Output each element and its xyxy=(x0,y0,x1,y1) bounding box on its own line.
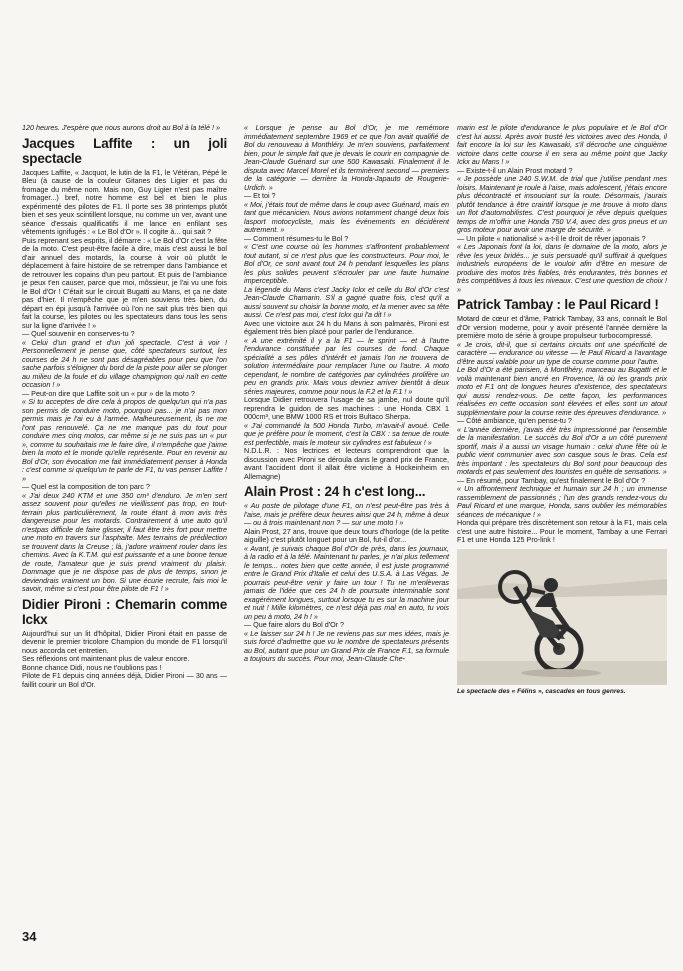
question: — En résumé, pour Tambay, qu'est finalement le Bol d'Or ? xyxy=(457,475,646,485)
column-2 xyxy=(244,124,449,664)
photo-caption: Le spectacle des « Félins », cascades en tous genres. xyxy=(457,687,626,695)
question: — Quel est la composition de ton parc ? xyxy=(22,482,150,491)
paragraph: Avec une victoire aux 24 h du Mans à son palmarès, Pironi est également très bien placé pour parler de l'endurance. xyxy=(244,318,449,336)
paragraph: Puis reprenant ses esprits, il démarre : « Le Bol d'Or c'est la fête de la moto. C'est peut-être facile à dire, mais c'est aussi le bol d'air annuel des motards, la course à voir où plutôt le déplacement à faire histoire de se retremper dans l'ambiance et de retrouver les copains d'un peu partout. Et puis de l'ambiance je peux t'en causer, parce que moi, môssieur, je l'ai vu une fois le Bol d'Or ! C'était sur le circuit Bugatti au Mans, et ça ne date pas d'hier. Il n'empêche que je m'en souviens très bien, du départ en épi jusqu'à l'arrivée où l'on ne sait plus très bien qui fait la course, les pilotes ou les spectateurs dans tous les sens sur la ligne d'arrivée ! » xyxy=(22,235,227,330)
question: — Quel souvenir en conserves-tu ? xyxy=(22,329,135,338)
paragraph: Honda qui prépare très discrètement son retour à la F1, mais cela c'est une autre histoire... Pour le moment, Tambay a une Ferrari F1 et une Honda 125 Pro-link ! xyxy=(457,518,667,544)
column-1 xyxy=(22,124,227,689)
question: — Que faire alors du Bol d'Or ? xyxy=(244,620,345,629)
heading-prost: Alain Prost : 24 h c'est long... xyxy=(244,484,426,499)
paragraph: Pilote de F1 depuis cinq années déjà, Didier Pironi — 30 ans — faillit courir un Bol d'Or. xyxy=(22,671,227,689)
col1-intro: 120 heures. J'espère que nous aurons droit au Bol à la télé ! » xyxy=(22,123,220,132)
paragraph: Bonne chance Didi, nous ne t'oublions pas ! xyxy=(22,662,162,672)
motorcycle-stunt-photo xyxy=(457,549,667,685)
paragraph: marin est le pilote d'endurance le plus populaire et le Bol d'Or c'est lui aussi. Après avoir trusté les victoires avec des Honda, il fait encore la loi sur les Kawasaki, s'il décroche une cinquième victoire dans cette course il en sera au même point que Jacky Ickx au Mans ! » xyxy=(457,123,667,166)
column-3 xyxy=(457,124,667,696)
paragraph: « Au poste de pilotage d'une F1, on n'est peut-être pas très à l'aise, mais je préfère deux heures ainsi que 24 h, même à deux — ou à trois maintenant non ? — sur une moto ! » xyxy=(244,501,449,527)
paragraph: Jacques Laffite, « Jacquot, le lutin de la F1, le Vétéran, Pépé le Bleu (à cause de la couleur Gitanes des Ligier et pas du fromage du même nom. Mais non, Guy Ligier n'est pas maître fromager...) bref, notre homme est bel et bien le plus expérimenté des pilotes de F1. Il porte ses 38 printemps plutôt bien et ses yeux scintillent lorsque, nu comme un ver, avant une séance d'essais qualificatifs il me lance en enfilant ses vêtements ignifugés : « Le Bol d'Or ». Il cogite à... qui sait ? xyxy=(22,167,227,236)
page-number: 34 xyxy=(22,929,37,944)
question: — Et toi ? xyxy=(244,191,276,200)
question: — Un pilote « nationalisé » a-t-il le droit de rêver japonais ? xyxy=(457,233,646,243)
question: — Comment résumes-tu le Bol ? xyxy=(244,233,349,243)
paragraph: Le Bol d'Or a été parisien, à Montlhéry, manceau au Bugatti et le voilà maintenant bien ancré en Provence, là où les grands prix moto et F.1 ont de longues heures d'existence, des spectateurs qui aussi rendez-vous. De cette façon, les performances réalisées en cette occasion sont élevées et elles sont un atout supplémentaire pour la course reine des épreuves d'endurance. » xyxy=(457,365,667,417)
paragraph: Motard de cœur et d'âme, Patrick Tambay, 33 ans, connaît le Bol d'Or version moderne, pour y avoir présenté l'année dernière la première moto de série à groupe propulseur turbocompressé. xyxy=(457,314,667,340)
paragraph: Lorsque Didier retrouvera l'usage de sa jambe, nul doute qu'il reprendra le guidon de ses machines : une Honda CBX 1 000cm³, une BMW 1000 RS et trois Bultaco Sherpa. xyxy=(244,395,449,421)
paragraph: « Si tu acceptes de dire cela à propos de quelqu'un qui n'a pas son permis de conduire moto, pourquoi pas... je n'ai pas mon permis mais je l'ai eu à l'armée. Malheureusement, ils ne me l'ont pas renouvelé. Ça ne me manque pas du tout pour conduire mes cinq motos, car même si je ne suis pas un « pur », comme tu souhaitais me le faire dire, il n'empêche que j'aime bien la moto et le monde qu'elle représente. Pour en revenir au Bol d'Or, son évocation me fait immédiatement penser à Honda : c'est comme si quelqu'un te parle de F1, tu vas penser Laffite ! » xyxy=(22,397,227,483)
paragraph: « Je possède une 240 S.W.M. de trial que j'utilise pendant mes loisirs. Maintenant je roule à l'aise, mais adolescent, j'étais encore plus décontracté et insouciant sur la route. Désormais, j'aurais plutôt tendance à être craintif lorsque je me trouve à moto dans un flot d'automobilistes. C'est pourquoi je rêve depuis quelques temps de m'offrir une Honda 750 V.4, avec des gros pneus et un gros moteur pour avoir une marge de sécurité. » xyxy=(457,174,667,234)
heading-laffite: Jacques Laffite : un joli spectacle xyxy=(22,135,227,166)
paragraph: « Avant, je suivais chaque Bol d'Or de près, dans les journaux, à la radio et à la télé. Maintenant tu parles, je n'ai plus tellement le temps... notes bien que cette année, il est juste programmé entre le Grand Prix d'Italie et celui des U.S.A. à Las Végas. Je pourrais peut-être venir y faire un tour ! Tu ne m'enlèveras jamais de l'idée que ces 24 h de poursuite interminable sont exagérément longues, surtout lorsque tu es sur la machine jour et nuit ! Mille kilomètres, ce n'est déjà pas mal en auto, tu vois un peu à moto, 24 h ! » xyxy=(244,543,449,621)
question: — Peut-on dire que Laffite soit un « pur » de la moto ? xyxy=(22,388,195,398)
paragraph: « J'ai commandé la 500 Honda Turbo, m'avait-il avoué. Celle que je préfère pour le moment, c'est la CBX : sa tenue de route est perfectible, mais le moteur six cylindres est fabuleux ! » xyxy=(244,420,449,447)
paragraph: Aujourd'hui sur un lit d'hôpital, Didier Pironi était en passe de devenir le premier tricolore Champion du monde de F1 lorsqu'il nous accorda cet entretien. xyxy=(22,628,227,655)
paragraph: « C'est une course où les hommes s'affrontent probablement tout autant, si ce n'est plus que les constructeurs. Pour moi, le Bol d'Or, ce sont avant tout 24 h pendant lesquelles les plans les plus solides peuvent s'écrouler par une faute humaine imperceptible. xyxy=(244,242,449,285)
paragraph: « J'ai deux 240 KTM et une 350 cm³ d'enduro. Je m'en sert assez souvent pour qu'elles ne vieillissent pas trop, en tout-terrain plus particulièrement, la route étant à mon avis très dangereuse pour les motards. Contrairement à une auto qu'il n'estpas difficile de faire glisser, il faut être très fort pour mettre une moto en travers sur l'asphalte. Mes terrains de prédilection se trouvent dans la Creuse ; là, j'adore vraiment rouler dans les chemins. Avec la K.T.M. qui est puissante et a une bonne tenue de route, l'amateur que je suis prend vraiment du plaisir. Dommage que je ne dispose pas de plus de temps, sinon je deviendrais vraiment un bon. Si une écurie recrute, fais moi le savoir, même si c'est pour être pilote de F1 ! » xyxy=(22,490,227,593)
paragraph: « Lorsque je pense au Bol d'Or, je me remémore immédiatement septembre 1969 et ce que l'on avait qualifié de Bol du renouveau à Monthléry. Je m'en souviens, parfaitement bien, pour le simple fait que je devais le courir en compagnie de Jean-Claude Guénard sur une 500 Kawasaki. Finalement il le disputa avec Marcel Morel et ils terminèrent second — premiers de la catégorie — derrière la Honda-Japauto de Rougerie-Urdich. » xyxy=(244,123,449,192)
heading-tambay: Patrick Tambay : le Paul Ricard ! xyxy=(457,297,659,312)
paragraph: « L'année dernière, j'avais été très impressionné par l'ensemble de la manifestation. Le succès du Bol d'Or a un côté purement sportif, mais il a aussi un visage humain : celui d'une fête où le public vient communier avec son casque sous le bras. Cela est très important : les spectateurs du Bol sont pour beaucoup des motards et pas seulement des touristes en quête de sensations. » xyxy=(457,424,667,476)
paragraph: « Moi, j'étais tout de même dans le coup avec Guénard, mais en tant que mécanicien. Nous avions notamment changé deux fois lasport motocycliste, mais les événements en décidèrent autrement. » xyxy=(244,199,449,234)
editor-note: N.D.L.R. : Nos lectrices et lecteurs comprendront que la discussion avec Pironi se déroula dans le grand prix de France, avant l'accident dont il allait être victime à Hockeinheim en Allemagne) xyxy=(244,446,449,481)
paragraph: « Les Japonais font la loi, dans le domaine de la moto, alors je rêve les yeux bridés... je suis persuadé qu'il suffirait à quelques industriels européens de le vouloir afin d'être en mesure de produire des motos très fiables, très endurantes, très bonnes et très compétitives à tous les niveaux. C'est une question de choix ! » xyxy=(457,242,667,294)
paragraph: « Celui d'un grand et d'un joli spectacle. C'est à voir ! Personnellement je pense que, côté spectateurs surtout, les courses de 24 h ne sont pas désagréables pour peu que l'on sache parfois s'éloigner du bord de la piste pour aller se plonger au milieu de la foule et du village champignon qui naît en cette occasion ! » xyxy=(22,337,227,389)
paragraph: Alain Prost, 27 ans, trouve que deux tours d'horloge (de la petite aiguille) c'est plutôt longuet pour un Bol, fut-il d'or... xyxy=(244,526,449,544)
question: — Côté ambiance, qu'en pense-tu ? xyxy=(457,416,572,425)
question: — Existe-t-il un Alain Prost motard ? xyxy=(457,165,573,175)
paragraph: « A une extrémité il y a la F1 — le sprint — et à l'autre l'endurance constituée par les courses de fond. Chaque spécialité a ses pôles d'intérêt et jamais l'on ne trouvera de solution intermédiaire pour remplacer l'une ou l'autre. A moto cependant, le nombre de catégories par cylindrées prolifère un peu en grands prix. Mais vous devriez arriver bientôt à deux séries majeures, comme pour nous la F.2 et la F.1 ! » xyxy=(244,335,449,396)
heading-pironi: Didier Pironi : Chemarin comme Ickx xyxy=(22,596,227,627)
paragraph: « Le laisser sur 24 h ! Je ne reviens pas sur mes idées, mais je suis forcé d'admettre que vu le nombre de spectateurs présents au Bol, autant que pour un Grand Prix de France F.1, sa formule a toujours du succès. Pour moi, Jean-Claude Che- xyxy=(244,628,449,663)
paragraph: « Un affrontement technique et humain sur 24 h ; un immense rassemblement de passionnés ; l'un des grands rendez-vous du Paul Ricard et une marque, Honda, sans oublier les mémorables séances de mécanique ! » xyxy=(457,484,667,519)
paragraph: La légende du Mans c'est Jacky Ickx et celle du Bol d'Or c'est Jean-Claude Chamarin. S'il a gagné quatre fois, c'est qu'il a aussi souvent su choisir la bonne moto, et la mener avec sa tête aussi. Ce n'est pas moi, c'est Ickx qui l'a dit ! » xyxy=(244,284,449,319)
wheelie-image xyxy=(457,549,667,685)
paragraph: Ses réflexions ont maintenant plus de valeur encore. xyxy=(22,654,190,663)
paragraph: « Je crois, dit-il, que si certains circuits ont une spécificité de caractère — endurance ou vitesse — le Paul Ricard a l'avantage d'être aussi valable pour un type de course comme pour l'autre. xyxy=(457,339,667,366)
